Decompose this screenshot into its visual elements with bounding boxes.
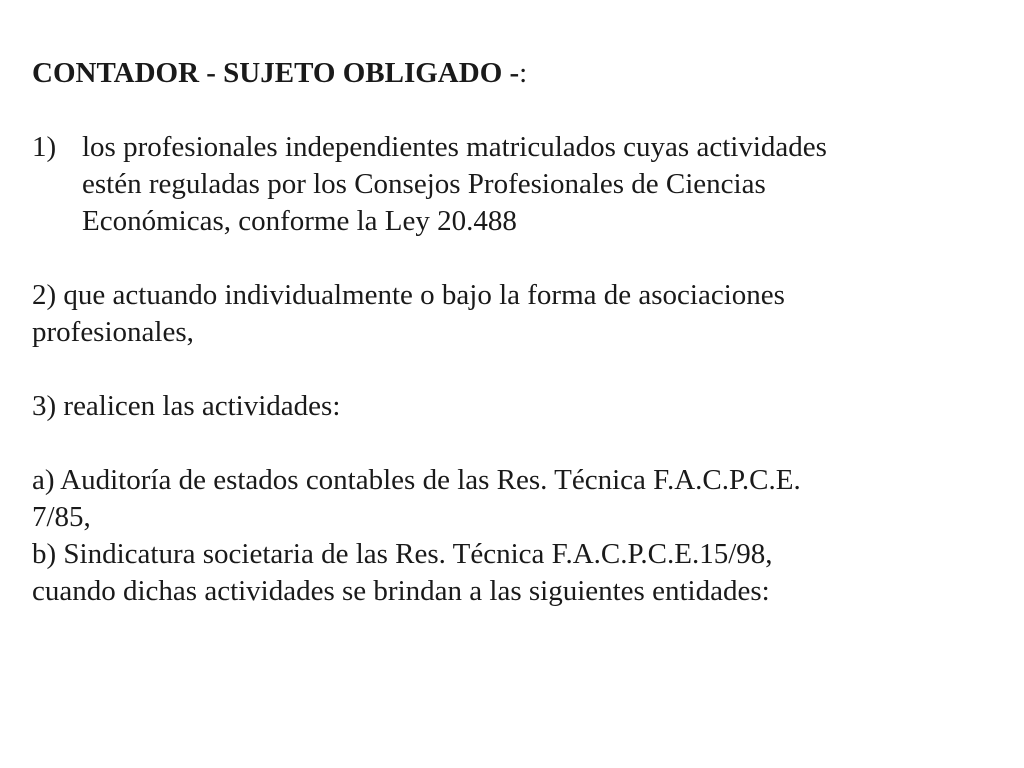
- activity-b-line: b) Sindicatura societaria de las Res. Técnica F.A.C.P.C.E.15/98,: [32, 538, 773, 570]
- activity-a: [32, 462, 992, 536]
- item-1-line: los profesionales independientes matriculados cuyas actividades: [82, 131, 827, 163]
- item-2-line: 2) que actuando individualmente o bajo la forma de asociaciones: [32, 279, 785, 311]
- activity-a-line: 7/85,: [32, 501, 91, 533]
- item-3: 3) realicen las actividades:: [32, 390, 341, 422]
- item-2: [32, 277, 992, 351]
- spacer: [32, 425, 992, 462]
- item-1-body: [82, 129, 992, 240]
- item-1-line: estén reguladas por los Consejos Profesionales de Ciencias: [82, 168, 766, 200]
- spacer: [32, 92, 992, 129]
- slide-title-colon: :: [519, 57, 528, 89]
- activity-b: [32, 536, 992, 610]
- item-1: [32, 129, 992, 240]
- slide-title: [32, 55, 992, 92]
- slide-text-block: [32, 55, 992, 610]
- spacer: [32, 351, 992, 388]
- activity-b-line: cuando dichas actividades se brindan a las siguientes entidades:: [32, 575, 770, 607]
- item-2-line: profesionales,: [32, 316, 194, 348]
- spacer: [32, 240, 992, 277]
- slide-title-text: CONTADOR - SUJETO OBLIGADO -: [32, 57, 520, 89]
- item-1-line: Económicas, conforme la Ley 20.488: [82, 205, 517, 237]
- item-1-number: 1): [32, 131, 57, 163]
- activity-a-line: a) Auditoría de estados contables de las Res. Técnica F.A.C.P.C.E.: [32, 464, 801, 496]
